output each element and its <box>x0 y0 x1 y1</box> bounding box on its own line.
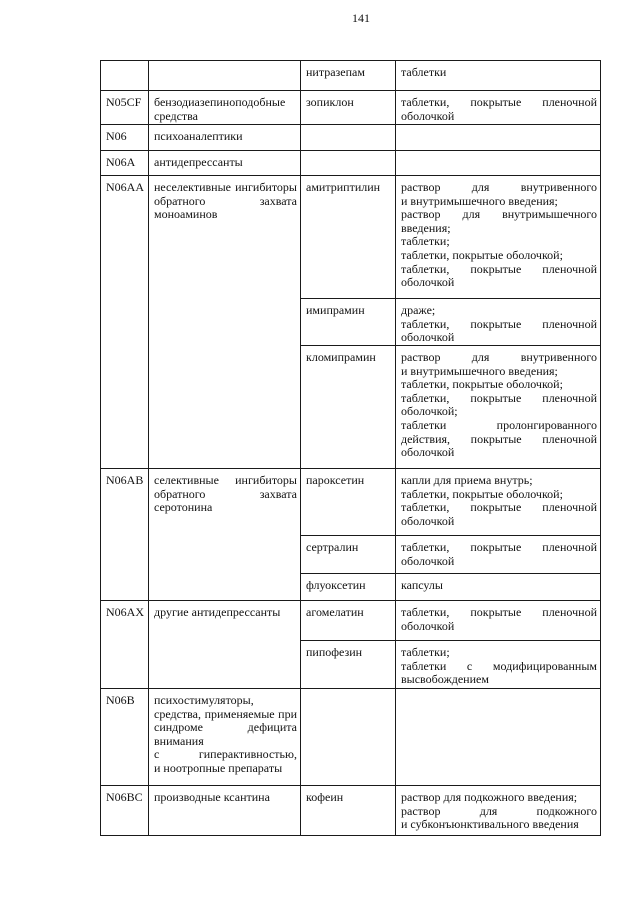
table-row <box>101 786 601 836</box>
group-name-cell: психостимуляторы, средства, применяемые при синдроме дефицита внимания с гиперактивностью, и ноотропные препараты <box>149 689 301 786</box>
dosage-form: таблетки, покрытые оболочкой; <box>401 377 563 392</box>
table-row <box>101 176 601 299</box>
drug-name-cell: пипофезин <box>301 641 396 689</box>
page-number: 141 <box>352 11 370 25</box>
dosage-form: таблетки, покрытые пленочной оболочкой <box>401 95 597 123</box>
dosage-forms-cell <box>396 601 601 641</box>
group-name-cell <box>149 61 301 91</box>
table-row <box>101 601 601 641</box>
atc-code-cell <box>101 61 149 91</box>
dosage-forms-cell <box>396 536 601 574</box>
group-name-cell: неселективные ингибиторы обратного захвата моноаминов <box>149 176 301 469</box>
table-row <box>101 689 601 786</box>
dosage-forms-cell <box>396 689 601 786</box>
dosage-forms-cell <box>396 61 601 91</box>
drug-name-cell: зопиклон <box>301 91 396 125</box>
dosage-form: раствор для внутривенного и внутримышечного введения; <box>401 180 597 208</box>
drug-name-cell: сертралин <box>301 536 396 574</box>
atc-code-cell: N05CF <box>101 91 149 125</box>
atc-code-cell: N06B <box>101 689 149 786</box>
dosage-forms-cell <box>396 125 601 151</box>
table-row <box>101 61 601 91</box>
drug-name-cell: нитразепам <box>301 61 396 91</box>
dosage-form: таблетки, покрытые пленочной оболочкой <box>401 540 597 568</box>
table-row <box>101 151 601 176</box>
atc-code-cell: N06BC <box>101 786 149 836</box>
atc-code-cell: N06A <box>101 151 149 176</box>
dosage-form: драже; <box>401 303 436 317</box>
dosage-form: таблетки, покрытые пленочной оболочкой <box>401 261 597 290</box>
table-row <box>101 125 601 151</box>
dosage-form: таблетки с модифицированным высвобождением <box>401 658 597 687</box>
atc-code-cell: N06AX <box>101 601 149 689</box>
dosage-forms-cell <box>396 786 601 836</box>
dosage-forms-cell <box>396 91 601 125</box>
drug-name-cell: кофеин <box>301 786 396 836</box>
group-name-cell: производные ксантина <box>149 786 301 836</box>
drug-name-cell <box>301 125 396 151</box>
drug-name-cell: флуоксетин <box>301 574 396 601</box>
dosage-forms-cell <box>396 641 601 689</box>
group-name-cell: бензодиазепиноподобные средства <box>149 91 301 125</box>
dosage-forms-cell <box>396 176 601 299</box>
drug-name-cell: агомелатин <box>301 601 396 641</box>
dosage-form: раствор для внутривенного и внутримышечного введения; <box>401 350 597 378</box>
dosage-forms-cell <box>396 469 601 536</box>
atc-code-cell: N06 <box>101 125 149 151</box>
atc-code-cell: N06AA <box>101 176 149 469</box>
dosage-form: таблетки, покрытые пленочной оболочкой <box>401 605 597 633</box>
drug-name-cell: имипрамин <box>301 299 396 346</box>
dosage-form: раствор для подкожного введения; <box>401 790 578 804</box>
dosage-form: таблетки, покрытые пленочной оболочкой; <box>401 390 597 419</box>
group-name-cell: антидепрессанты <box>149 151 301 176</box>
table-row <box>101 469 601 536</box>
dosage-form: таблетки; <box>401 234 450 249</box>
dosage-form: таблетки, покрытые оболочкой; <box>401 247 563 262</box>
dosage-form: раствор для подкожного и субконъюнктивального введения <box>401 803 597 832</box>
dosage-forms-cell <box>396 151 601 176</box>
atc-code-cell: N06AB <box>101 469 149 601</box>
drug-name-cell: пароксетин <box>301 469 396 536</box>
dosage-form: таблетки, покрытые оболочкой; <box>401 486 563 501</box>
dosage-form: капли для приема внутрь; <box>401 473 533 487</box>
dosage-form: таблетки, покрытые пленочной оболочкой <box>401 500 597 528</box>
drug-name-cell: амитриптилин <box>301 176 396 299</box>
dosage-form: таблетки, покрытые пленочной оболочкой <box>401 316 597 345</box>
dosage-forms-cell <box>396 346 601 469</box>
group-name-cell: селективные ингибиторы обратного захвата серотонина <box>149 469 301 601</box>
group-name-cell: психоаналептики <box>149 125 301 151</box>
drug-name-cell <box>301 151 396 176</box>
dosage-form: таблетки <box>401 65 447 79</box>
dosage-forms-cell <box>396 299 601 346</box>
dosage-form: раствор для внутримышечного введения; <box>401 207 597 235</box>
group-name-cell: другие антидепрессанты <box>149 601 301 689</box>
dosage-form: таблетки пролонгированного действия, покрытые пленочной оболочкой <box>401 417 597 460</box>
dosage-form: капсулы <box>401 578 443 592</box>
drug-name-cell <box>301 689 396 786</box>
table-row <box>101 91 601 125</box>
dosage-form: таблетки; <box>401 645 450 659</box>
drug-table <box>100 60 601 836</box>
drug-name-cell: кломипрамин <box>301 346 396 469</box>
dosage-forms-cell <box>396 574 601 601</box>
